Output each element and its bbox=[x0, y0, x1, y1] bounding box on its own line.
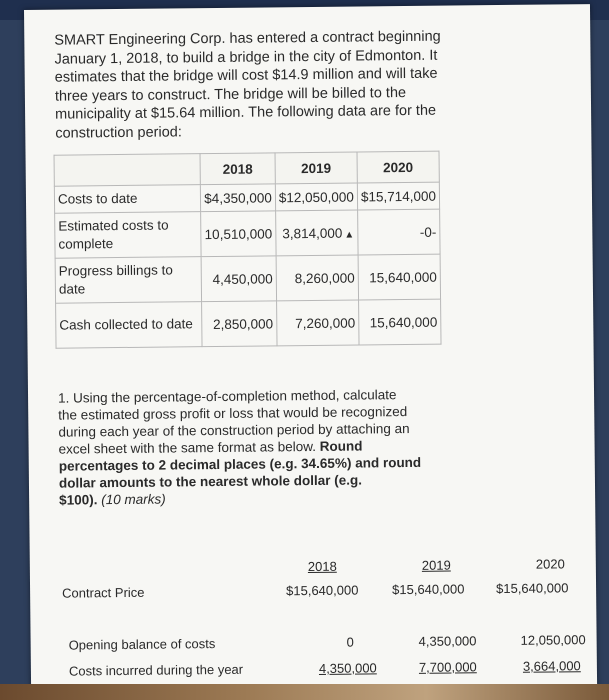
sheet-year-2019: 2019 bbox=[421, 557, 451, 573]
bold-instruction: percentages to 2 decimal places (e.g. 34.65%) and round bbox=[58, 454, 422, 474]
photo-bottom-background bbox=[0, 684, 609, 700]
table-cell-value: 3,814,000 bbox=[282, 225, 343, 241]
table-cell: $15,714,000 bbox=[357, 182, 439, 210]
construction-data-table bbox=[54, 151, 442, 349]
marks-note: (10 marks) bbox=[101, 491, 166, 508]
table-cell bbox=[275, 210, 358, 256]
sheet-cell: $15,640,000 bbox=[286, 582, 359, 599]
intro-line: three years to construct. The bridge will be billed to the bbox=[54, 84, 407, 105]
question-line: the estimated gross profit or loss that would be recognized bbox=[58, 404, 408, 423]
intro-line: estimates that the bridge will cost $14.9 million and will take bbox=[54, 65, 438, 86]
table-row bbox=[54, 182, 439, 213]
sheet-year-2018: 2018 bbox=[307, 558, 337, 575]
question-line bbox=[59, 488, 449, 509]
table-cell: -0- bbox=[358, 209, 441, 255]
bold-instruction: $100). bbox=[59, 492, 98, 508]
answer-format-sheet bbox=[30, 544, 596, 679]
costs-incurred-label: Costs incurred during the year bbox=[68, 661, 244, 679]
mouse-cursor-icon: ▲ bbox=[344, 229, 355, 241]
row-label-progress-billings: Progress billings to date bbox=[55, 257, 202, 304]
opening-balance-label: Opening balance of costs bbox=[68, 636, 216, 653]
row-label-estimated-costs: Estimated costs to complete bbox=[55, 212, 202, 259]
question-text bbox=[58, 386, 449, 509]
sheet-cell: 3,664,000 bbox=[522, 658, 581, 674]
table-cell: 15,640,000 bbox=[358, 254, 441, 300]
problem-statement bbox=[54, 27, 455, 142]
table-cell: 10,510,000 bbox=[201, 211, 276, 257]
question-line: during each year of the construction period by attaching an bbox=[58, 420, 410, 440]
document-page bbox=[24, 4, 597, 700]
contract-price-label: Contract Price bbox=[62, 584, 145, 601]
table-cell: $12,050,000 bbox=[275, 183, 357, 211]
row-label-costs-to-date: Costs to date bbox=[54, 185, 201, 214]
intro-line: construction period: bbox=[55, 123, 182, 142]
table-row bbox=[56, 299, 441, 348]
sheet-cell: 0 bbox=[346, 634, 354, 650]
sheet-year-2020: 2020 bbox=[535, 556, 565, 572]
table-cell: $4,350,000 bbox=[201, 184, 276, 212]
table-cell: 15,640,000 bbox=[358, 299, 441, 345]
table-cell: 7,260,000 bbox=[276, 300, 359, 346]
bold-instruction: Round bbox=[319, 438, 363, 454]
sheet-cell: 4,350,000 bbox=[318, 660, 377, 676]
sheet-cell: 4,350,000 bbox=[418, 633, 477, 649]
intro-line: municipality at $15.64 million. The following data are for the bbox=[55, 102, 437, 123]
table-header-2019: 2019 bbox=[275, 152, 357, 184]
sheet-cell: 12,050,000 bbox=[520, 632, 586, 648]
question-line: 1. Using the percentage-of-completion method, calculate bbox=[57, 387, 397, 406]
table-row bbox=[55, 209, 440, 258]
table-header-row bbox=[54, 151, 439, 186]
table-header-2018: 2018 bbox=[200, 153, 275, 185]
question-line-text: excel sheet with the same format as below. bbox=[58, 438, 317, 457]
table-header-2020: 2020 bbox=[357, 151, 439, 183]
table-row bbox=[55, 254, 440, 303]
sheet-cell: 7,700,000 bbox=[418, 659, 477, 675]
row-label-cash-collected: Cash collected to date bbox=[56, 302, 203, 349]
sheet-cell: $15,640,000 bbox=[392, 581, 465, 598]
table-cell: 2,850,000 bbox=[202, 301, 277, 347]
table-cell: 4,450,000 bbox=[201, 256, 276, 302]
bold-instruction: dollar amounts to the nearest whole dollar (e.g. bbox=[58, 472, 363, 491]
intro-line: January 1, 2018, to build a bridge in the city of Edmonton. It bbox=[54, 47, 438, 68]
sheet-cell: $15,640,000 bbox=[496, 580, 569, 597]
intro-line: SMART Engineering Corp. has entered a contract beginning bbox=[54, 28, 441, 49]
table-cell: 8,260,000 bbox=[276, 255, 359, 301]
table-header-empty bbox=[54, 154, 201, 187]
